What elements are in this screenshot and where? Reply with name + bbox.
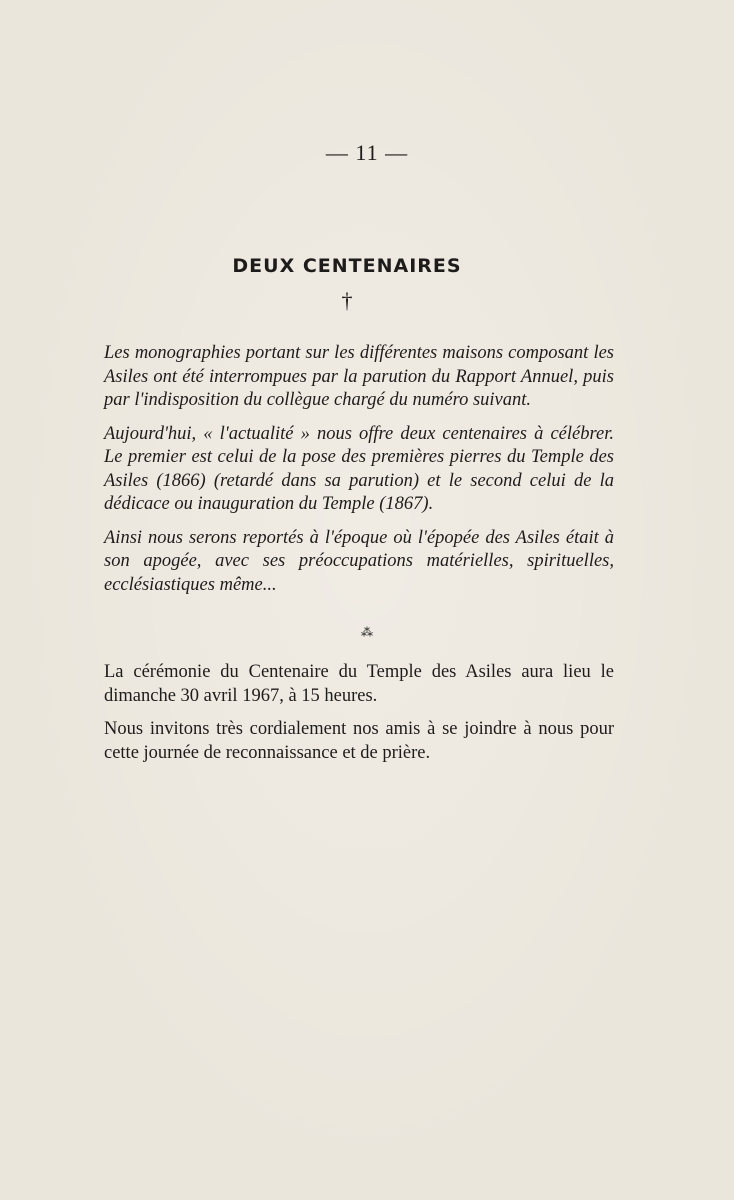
asterism-separator: ⁂	[361, 625, 373, 639]
page-number: — 11 —	[325, 140, 409, 165]
intro-paragraph-3: Ainsi nous serons reportés à l'époque où l'épopée des Asiles était à son apogée, avec ses préoccupations matérielles, spirituelles, ecclésiastiques même...	[104, 527, 614, 595]
cross-ornament: †	[341, 288, 353, 313]
intro-paragraph-1: Les monographies portant sur les différentes maisons composant les Asiles ont été interrompues par la parution du Rapport Annuel, puis par l'indisposition du collègue chargé du numéro suivant.	[104, 343, 614, 410]
announcement-paragraph-2: Nous invitons très cordialement nos amis à se joindre à nous pour cette journée de reconnaissance et de prière.	[104, 719, 614, 763]
intro-section	[104, 342, 614, 607]
intro-paragraph-2: Aujourd'hui, « l'actualité » nous offre deux centenaires à célébrer. Le premier est celui de la pose des premières pierres du Temple des Asiles (1866) (retardé dans sa parution) et le second celui de la dédicace ou inauguration du Temple (1867).	[104, 423, 614, 514]
announcement-section	[104, 661, 614, 775]
article-title: DEUX CENTENAIRES	[232, 255, 462, 277]
announcement-paragraph-1: La cérémonie du Centenaire du Temple des Asiles aura lieu le dimanche 30 avril 1967, à 15 heures.	[104, 662, 614, 706]
